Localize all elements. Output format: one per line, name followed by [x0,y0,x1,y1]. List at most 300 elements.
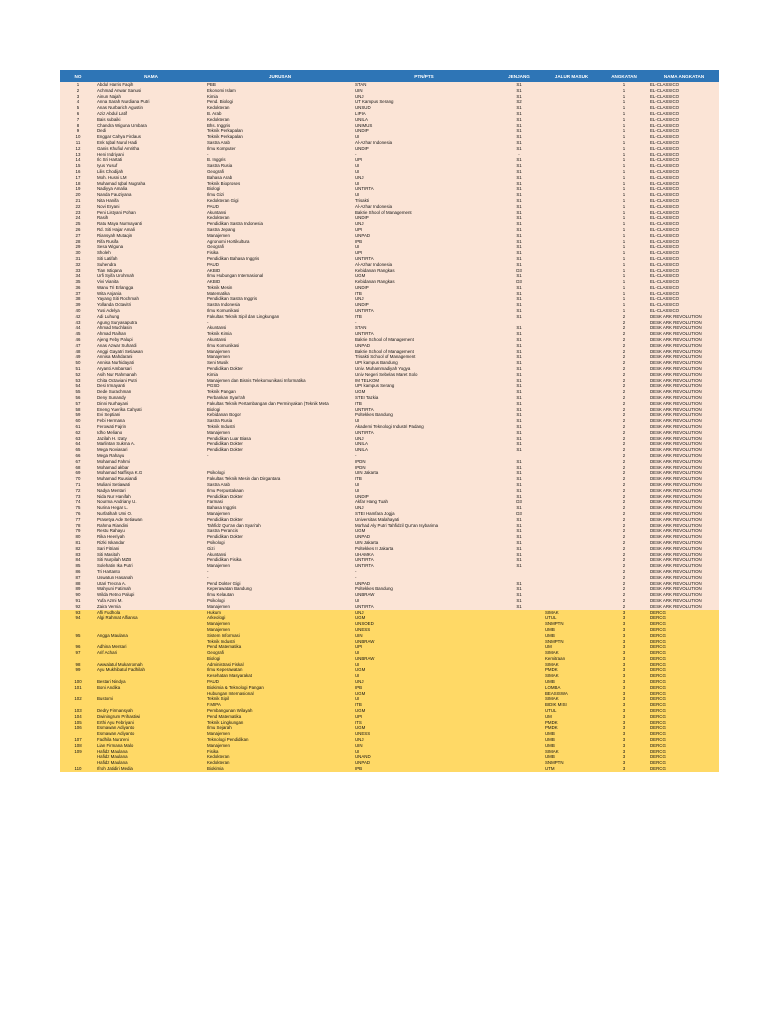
cell-no: 87 [60,575,96,581]
cell-jenjang: S1 [494,239,544,245]
cell-angkatan: 3 [599,639,649,645]
cell-nama-angkatan: DESK ARK REVOLUTION [649,354,719,360]
cell-ptn-pts: UNTIRTA [354,430,494,436]
cell-nama: Dinni Nurhayani [96,401,206,407]
cell-ptn-pts: Universitas Malahayati [354,517,494,523]
cell-angkatan: 2 [599,563,649,569]
cell-angkatan: 1 [599,140,649,146]
cell-nama: Tri Hartanto [96,569,206,575]
cell-nama: Zaira Vernia [96,604,206,610]
cell-angkatan: 2 [599,517,649,523]
cell-jurusan: PAUD [206,262,354,268]
cell-nama: Adhina Mentari [96,644,206,650]
cell-jenjang: S1 [494,186,544,192]
cell-angkatan: 1 [599,111,649,117]
cell-nama-angkatan: DESK ARK REVOLUTION [649,372,719,378]
cell-nama: Anas Azwar Suhardi [96,343,206,349]
cell-no: 29 [60,244,96,250]
cell-ptn-pts: - [354,575,494,581]
cell-jenjang: S1 [494,430,544,436]
cell-nama-angkatan: DESK ARK REVOLUTION [649,552,719,558]
cell-jalur-masuk: BEASISWA [544,691,599,697]
cell-jalur-masuk: SNMPTN [544,760,599,766]
cell-nama-angkatan: DERCG [649,650,719,656]
cell-no: 65 [60,447,96,453]
cell-jenjang: D3 [494,268,544,274]
cell-jenjang: S1 [494,123,544,129]
cell-jalur-masuk: UTUL [544,708,599,714]
cell-angkatan: 1 [599,192,649,198]
cell-angkatan: 2 [599,540,649,546]
cell-angkatan: 3 [599,754,649,760]
cell-jurusan: Biologi [206,656,354,662]
cell-ptn-pts: UNTIRTA [354,186,494,192]
cell-nama-angkatan: DESK ARK REVOLUTION [649,569,719,575]
cell-jurusan: PAUD [206,204,354,210]
cell-ptn-pts: UNTIRTA [354,604,494,610]
cell-nama: Annisa Mahdarani [96,354,206,360]
cell-nama: Bestari Nindya [96,679,206,685]
cell-jalur-masuk: UM [544,644,599,650]
cell-jurusan: Akuntansi [206,552,354,558]
cell-nama: Febi Hermana [96,418,206,424]
cell-nama: Arif Achari [96,650,206,656]
cell-jenjang: S1 [494,181,544,187]
cell-nama: Muliani Setiawati [96,482,206,488]
cell-angkatan: 2 [599,418,649,424]
cell-nama: Idho Meliano [96,430,206,436]
cell-angkatan: 3 [599,714,649,720]
cell-jenjang: D3 [494,499,544,505]
cell-no: 47 [60,343,96,349]
cell-ptn-pts: UI [354,696,494,702]
cell-nama: Riansyah Mutaqin [96,233,206,239]
cell-angkatan: 2 [599,354,649,360]
cell-no: 91 [60,598,96,604]
cell-jenjang: S1 [494,140,544,146]
cell-angkatan: 1 [599,256,649,262]
cell-nama: Nida Nur Hanifah [96,494,206,500]
cell-nama-angkatan: EL-CLASSICO [649,291,719,297]
cell-nama-angkatan: DESK ARK REVOLUTION [649,523,719,529]
cell-no: 26 [60,227,96,233]
cell-nama: Mohamad Fahmi [96,459,206,465]
cell-jenjang: S1 [494,401,544,407]
cell-no: 1 [60,82,96,88]
cell-no: 39 [60,302,96,308]
cell-nama-angkatan: DERCG [649,714,719,720]
cell-angkatan: 2 [599,366,649,372]
cell-nama: Muhamad Iqbal Nugraha [96,181,206,187]
cell-jalur-masuk: PMDK [544,667,599,673]
cell-nama: Yusi Adelya [96,308,206,314]
cell-ptn-pts: UNESS [354,731,494,737]
cell-jurusan: Psikologi [206,540,354,546]
cell-angkatan: 2 [599,337,649,343]
cell-ptn-pts: ITB [354,401,494,407]
cell-jenjang: S1 [494,250,544,256]
cell-jurusan: Administrasi Fiskal [206,662,354,668]
cell-ptn-pts: Trisakti School of Management [354,354,494,360]
cell-jurusan: Manajemen [206,743,354,749]
cell-ptn-pts: - [354,453,494,459]
cell-angkatan: 2 [599,453,649,459]
cell-nama-angkatan: DESK ARK REVOLUTION [649,482,719,488]
cell-jenjang: S1 [494,360,544,366]
cell-ptn-pts: UI [354,134,494,140]
cell-nama-angkatan: DESK ARK REVOLUTION [649,366,719,372]
cell-jurusan: B. Arab [206,111,354,117]
cell-nama: Utari Trecna A. [96,581,206,587]
cell-nama: Prasetya Ade Setiawan [96,517,206,523]
cell-no: 5 [60,105,96,111]
cell-nama: Abdul Harris Faqih [96,82,206,88]
cell-jurusan: Ilmu Hubungan Internasional [206,273,354,279]
cell-jenjang: S1 [494,534,544,540]
cell-nama: Nadiyya Amalia [96,186,206,192]
cell-nama: Asih Nur Rahmanah [96,372,206,378]
cell-ptn-pts: UGM [354,667,494,673]
cell-nama: Bustomi [96,696,206,702]
cell-ptn-pts: UNTIRTA [354,256,494,262]
cell-angkatan: 2 [599,592,649,598]
cell-angkatan: 3 [599,662,649,668]
cell-jurusan: Teknik Lingkungan [206,720,354,726]
cell-jurusan: Pendidikan Dokter [206,447,354,453]
cell-nama: Anna Sarah Nurdiana Putri [96,99,206,105]
cell-jurusan: Kedokteran [206,760,354,766]
cell-angkatan: 2 [599,395,649,401]
cell-nama-angkatan: DESK ARK REVOLUTION [649,499,719,505]
cell-no: 59 [60,412,96,418]
cell-jenjang: S1 [494,117,544,123]
cell-ptn-pts: IPDN [354,465,494,471]
cell-jenjang: S1 [494,198,544,204]
cell-jenjang: S1 [494,88,544,94]
cell-nama: Dede Surachman [96,389,206,395]
cell-nama-angkatan: DESK ARK REVOLUTION [649,494,719,500]
cell-ptn-pts: UNJ [354,296,494,302]
cell-angkatan: 2 [599,470,649,476]
cell-jenjang: S1 [494,210,544,216]
cell-angkatan: 2 [599,401,649,407]
cell-angkatan: 3 [599,737,649,743]
cell-ptn-pts: UNIMUS [354,123,494,129]
cell-nama: Rika Heeriyah [96,534,206,540]
cell-jurusan: Manajemen dan Bisnis Telekomunikasi Informatika [206,378,354,384]
cell-ptn-pts: - [354,320,494,326]
cell-angkatan: 2 [599,372,649,378]
cell-no: 109 [60,749,96,755]
cell-jurusan: Kedokteran [206,215,354,221]
cell-jurusan: - [206,575,354,581]
cell-nama-angkatan: EL-CLASSICO [649,273,719,279]
cell-no: 67 [60,459,96,465]
cell-ptn-pts: IPB [354,766,494,772]
cell-angkatan: 1 [599,82,649,88]
cell-nama-angkatan: DESK ARK REVOLUTION [649,563,719,569]
cell-jenjang: S1 [494,563,544,569]
cell-jurusan: Teknik Perkapalan [206,128,354,134]
cell-jenjang: S1 [494,94,544,100]
cell-no: 73 [60,494,96,500]
cell-angkatan: 2 [599,569,649,575]
cell-jalur-masuk: BIDIK MISI [544,702,599,708]
cell-jenjang: S1 [494,378,544,384]
cell-ptn-pts: Bakrie School of Management [354,349,494,355]
cell-ptn-pts: UNJ [354,737,494,743]
cell-nama-angkatan: DESK ARK REVOLUTION [649,592,719,598]
cell-nama: Rahma Riandini [96,523,206,529]
cell-no: 81 [60,540,96,546]
cell-jenjang: S1 [494,227,544,233]
cell-nama-angkatan: DESK ARK REVOLUTION [649,412,719,418]
cell-nama-angkatan: DESK ARK REVOLUTION [649,314,719,320]
cell-angkatan: 2 [599,598,649,604]
cell-nama: Ahmad Muchlasin [96,325,206,331]
cell-jalur-masuk: UTM [544,766,599,772]
cell-no: 44 [60,325,96,331]
cell-angkatan: 3 [599,691,649,697]
cell-angkatan: 1 [599,186,649,192]
cell-ptn-pts: Al-Azhar Indonesia [354,140,494,146]
cell-jenjang: S1 [494,163,544,169]
cell-ptn-pts: UI [354,650,494,656]
cell-no: 45 [60,331,96,337]
cell-no: 106 [60,725,96,731]
cell-ptn-pts: UI [354,673,494,679]
cell-jenjang: S1 [494,308,544,314]
cell-jenjang: S1 [494,528,544,534]
cell-jurusan: Keperawatan Bandung [206,586,354,592]
cell-angkatan: 2 [599,482,649,488]
cell-jenjang: S1 [494,233,544,239]
cell-no: 34 [60,273,96,279]
cell-jurusan: Pendidikan Dokter [206,441,354,447]
cell-nama: Deny Sunandy [96,395,206,401]
cell-no: 3 [60,94,96,100]
cell-angkatan: 2 [599,325,649,331]
cell-nama-angkatan: DESK ARK REVOLUTION [649,581,719,587]
cell-angkatan: 1 [599,244,649,250]
cell-nama-angkatan: DERCG [649,725,719,731]
cell-nama-angkatan: DERCG [649,749,719,755]
cell-jenjang: S1 [494,476,544,482]
cell-ptn-pts: UGM [354,691,494,697]
cell-no: 95 [60,633,96,639]
cell-angkatan: 1 [599,215,649,221]
cell-ptn-pts: UNTIRTA [354,308,494,314]
cell-nama: Angga Maulana [96,633,206,639]
cell-jalur-masuk: UMB [544,679,599,685]
cell-nama: Dedry Firmansyah [96,708,206,714]
cell-ptn-pts: UPI [354,714,494,720]
cell-angkatan: 3 [599,702,649,708]
cell-jenjang: S1 [494,604,544,610]
cell-nama-angkatan: DESK ARK REVOLUTION [649,320,719,326]
cell-ptn-pts: UGM [354,725,494,731]
cell-nama-angkatan: EL-CLASSICO [649,279,719,285]
cell-nama: Aryanti Ambarsari [96,366,206,372]
cell-ptn-pts: UNSUD [354,105,494,111]
header-jalur-masuk: JALUR MASUK [544,70,599,82]
cell-jenjang: S1 [494,134,544,140]
cell-nama-angkatan: DESK ARK REVOLUTION [649,453,719,459]
cell-nama: Erthi Ayu Febriyani [96,720,206,726]
cell-jurusan: Teknik Perkapalan [206,134,354,140]
cell-jurusan: Akuntansi [206,210,354,216]
cell-no: 102 [60,696,96,702]
cell-no: 6 [60,111,96,117]
cell-jurusan: Kesehatan Masyarakat [206,673,354,679]
cell-jurusan: Kebidanan Bogor [206,412,354,418]
cell-angkatan: 2 [599,314,649,320]
cell-jenjang: S1 [494,552,544,558]
cell-no: 69 [60,470,96,476]
cell-nama: Wilda Retno Palupi [96,592,206,598]
cell-jurusan: Biologi [206,407,354,413]
cell-nama: Chandra Wiguna Umbara [96,123,206,129]
cell-jurusan: Teknik Mesin [206,285,354,291]
cell-nama: Mega Rahayu [96,453,206,459]
cell-no: 53 [60,378,96,384]
cell-ptn-pts: UI [354,598,494,604]
cell-no: 35 [60,279,96,285]
cell-jenjang: S1 [494,412,544,418]
cell-nama: Sholeh [96,250,206,256]
cell-angkatan: 1 [599,233,649,239]
cell-angkatan: 1 [599,123,649,129]
cell-no: 23 [60,210,96,216]
cell-jenjang: S1 [494,592,544,598]
cell-ptn-pts: UGM [354,273,494,279]
cell-angkatan: 3 [599,743,649,749]
cell-nama-angkatan: DESK ARK REVOLUTION [649,465,719,471]
cell-jurusan: Bhs. Inggris [206,123,354,129]
cell-jenjang: S1 [494,296,544,302]
cell-jenjang: S1 [494,441,544,447]
cell-nama: Dedi [96,128,206,134]
cell-nama: Urfi Syifa Urohmah [96,273,206,279]
cell-jurusan: Manajemen [206,233,354,239]
cell-angkatan: 2 [599,430,649,436]
cell-ptn-pts: UPI kampus Bandung [354,360,494,366]
cell-no: 107 [60,737,96,743]
cell-angkatan: 2 [599,575,649,581]
cell-nama-angkatan: EL-CLASSICO [649,175,719,181]
cell-nama-angkatan: DESK ARK REVOLUTION [649,360,719,366]
cell-angkatan: 2 [599,343,649,349]
cell-no: 104 [60,714,96,720]
cell-nama: Iyus Yusuf [96,163,206,169]
cell-nama-angkatan: EL-CLASSICO [649,256,719,262]
data-sheet [60,70,719,772]
cell-jurusan: Manajemen [206,511,354,517]
cell-angkatan: 1 [599,105,649,111]
header-no: NO [60,70,96,82]
cell-nama-angkatan: EL-CLASSICO [649,233,719,239]
cell-no: 74 [60,499,96,505]
cell-angkatan: 1 [599,163,649,169]
cell-jalur-masuk: SIMAK [544,650,599,656]
cell-no: 85 [60,563,96,569]
cell-angkatan: 3 [599,679,649,685]
cell-nama-angkatan: DESK ARK REVOLUTION [649,441,719,447]
cell-jurusan: PBB [206,82,354,88]
cell-ptn-pts: ITS [354,720,494,726]
cell-ptn-pts: UI [354,244,494,250]
cell-jalur-masuk: SIMAK [544,662,599,668]
cell-ptn-pts: ITB [354,702,494,708]
cell-nama-angkatan: DESK ARK REVOLUTION [649,337,719,343]
cell-angkatan: 1 [599,302,649,308]
cell-ptn-pts: UT Kampus Serang [354,99,494,105]
cell-angkatan: 2 [599,331,649,337]
cell-jalur-masuk: SIMAK [544,696,599,702]
cell-jurusan: AKBID [206,268,354,274]
cell-jenjang: S1 [494,169,544,175]
cell-angkatan: 1 [599,204,649,210]
cell-ptn-pts: UNDIP [354,494,494,500]
cell-jurusan: Pend Matematika [206,714,354,720]
cell-ptn-pts: UGM [354,528,494,534]
cell-jenjang: S1 [494,146,544,152]
cell-ptn-pts: UNESS [354,627,494,633]
cell-jurusan: Psikologi [206,470,354,476]
cell-no: 51 [60,366,96,372]
cell-nama: Nourma Andriany U. [96,499,206,505]
cell-nama: Algi Rahmat Alfiansa [96,615,206,621]
cell-no: 101 [60,685,96,691]
cell-jurusan: Biologi [206,186,354,192]
cell-jenjang: S1 [494,482,544,488]
cell-ptn-pts: UNJ [354,221,494,227]
cell-jenjang: S1 [494,494,544,500]
cell-jurusan: Fisika [206,250,354,256]
cell-angkatan: 3 [599,696,649,702]
cell-nama: Yufa Azmi M. [96,598,206,604]
cell-nama: Yollanda Octavitri [96,302,206,308]
cell-nama-angkatan: EL-CLASSICO [649,192,719,198]
cell-nama-angkatan: DESK ARK REVOLUTION [649,401,719,407]
cell-nama-angkatan: DERCG [649,737,719,743]
cell-jenjang: S1 [494,343,544,349]
cell-jalur-masuk: PMDK [544,725,599,731]
cell-angkatan: 2 [599,349,649,355]
cell-nama-angkatan: EL-CLASSICO [649,111,719,117]
cell-jurusan: Pembangunan Wilayah [206,708,354,714]
cell-jurusan: Gizi [206,546,354,552]
cell-angkatan: 1 [599,157,649,163]
cell-angkatan: 1 [599,262,649,268]
cell-ptn-pts: UNTIRTA [354,407,494,413]
cell-nama: Nurfatihah Umi O. [96,511,206,517]
cell-angkatan: 3 [599,725,649,731]
cell-jalur-masuk: UMB [544,754,599,760]
cell-no: 88 [60,581,96,587]
cell-jalur-masuk: SNMPTN [544,639,599,645]
cell-ptn-pts: Bakrie School of Management [354,337,494,343]
cell-jurusan: Biokimia & Teknologi Pangan [206,685,354,691]
cell-angkatan: 1 [599,134,649,140]
cell-ptn-pts: UNDIP [354,146,494,152]
cell-jalur-masuk: UMB [544,731,599,737]
cell-jenjang: S1 [494,424,544,430]
cell-no: 33 [60,268,96,274]
cell-nama-angkatan: DESK ARK REVOLUTION [649,343,719,349]
cell-angkatan: 3 [599,685,649,691]
cell-nama: Annisa Nurhidayati [96,360,206,366]
